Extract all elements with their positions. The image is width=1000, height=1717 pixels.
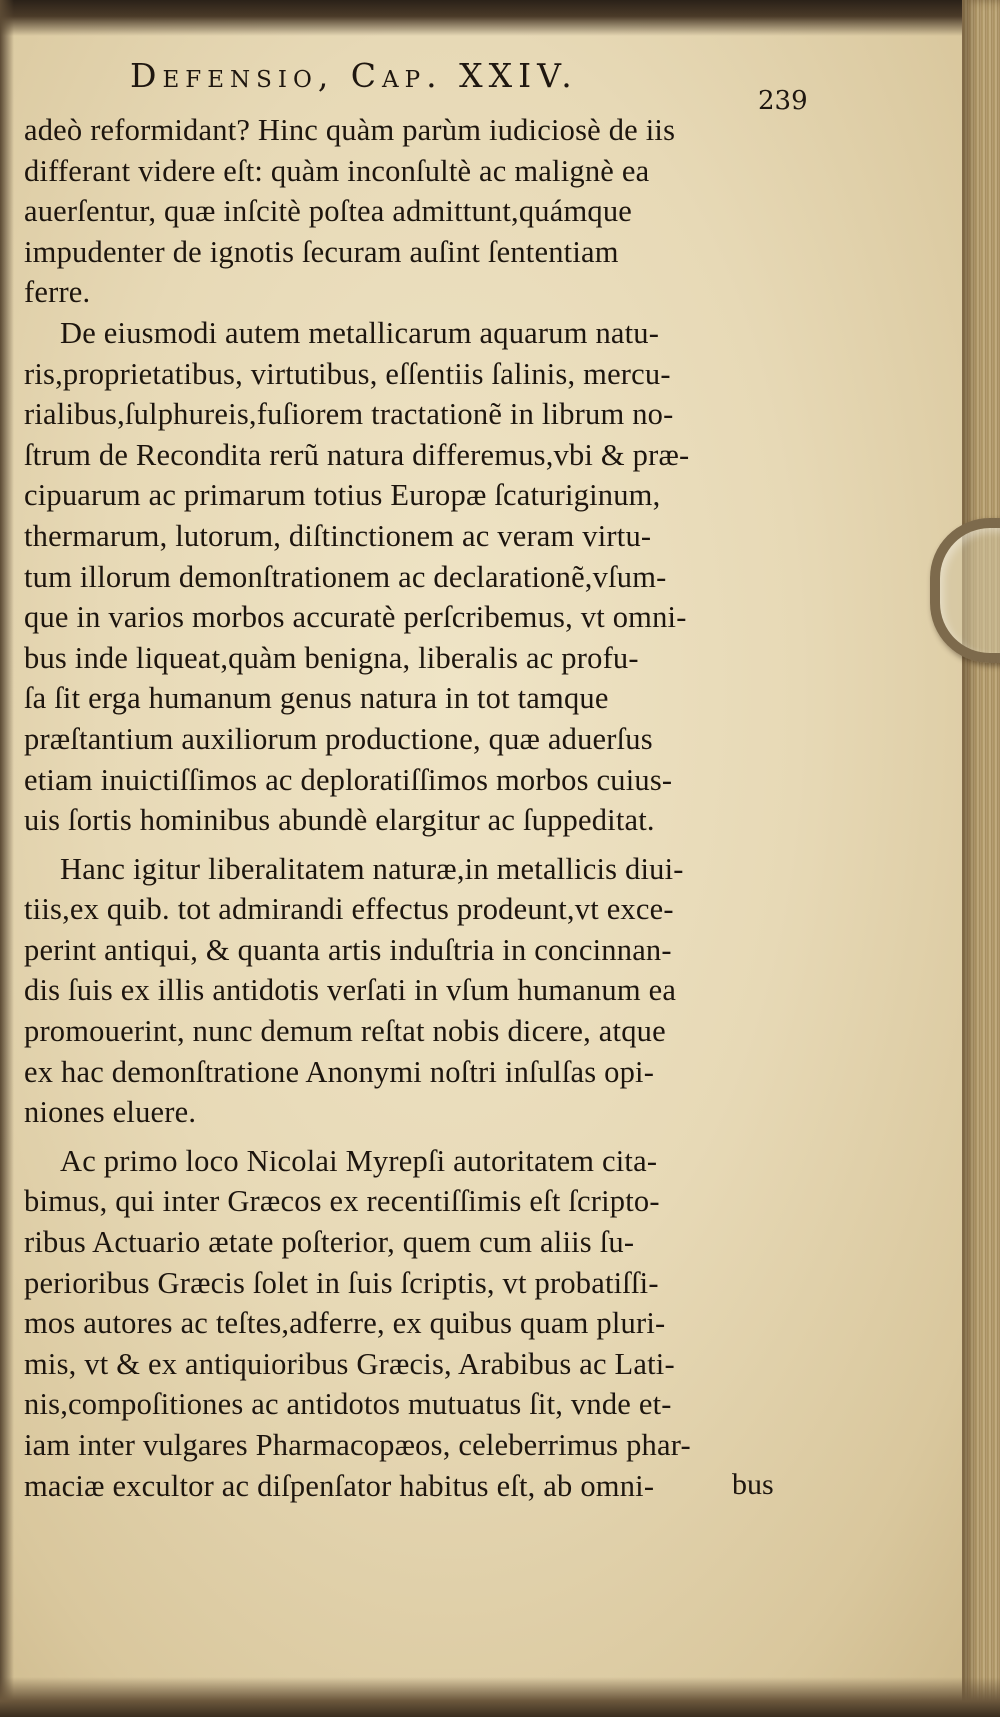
text-line: perint antiqui, & quanta artis induſtria in concinnan-	[24, 932, 672, 967]
text-line: adeò reformidant? Hinc quàm parùm iudiciosè de iis	[24, 113, 676, 147]
text-line: perioribus Græcis ſolet in ſuis ſcriptis, vt probatiſſi-	[24, 1265, 659, 1300]
text-line: cipuarum ac primarum totius Europæ ſcaturiginum,	[24, 478, 661, 513]
paragraph-first-line: De eiusmodi autem metallicarum aquarum natu-	[60, 315, 660, 350]
text-line: impudenter de ignotis ſecuram auſint ſententiam	[24, 234, 619, 269]
text-line: que in varios morbos accuratè perſcribemus, vt omni-	[24, 600, 687, 635]
text-line: ribus Actuario ætate poſterior, quem cum aliis ſu-	[24, 1225, 635, 1260]
running-title: Defensio, Cap. XXIV.	[130, 56, 578, 95]
catchword: bus	[732, 1468, 774, 1501]
page-edge-left	[0, 0, 14, 1717]
text-line: niones eluere.	[24, 1095, 197, 1130]
text-line: etiam inuictiſſimos ac deploratiſſimos morbos cuius-	[24, 762, 673, 797]
running-header	[130, 56, 850, 116]
text-line: præſtantium auxiliorum productione, quæ aduerſus	[24, 721, 653, 756]
text-line: ris,proprietatibus, virtutibus, eſſentiis ſalinis, mercu-	[24, 356, 671, 391]
text-line: rialibus,ſulphureis,fuſiorem tractationẽ in librum no-	[24, 397, 674, 432]
text-line: tiis,ex quib. tot admirandi effectus prodeunt,vt exce-	[24, 892, 674, 927]
page-number: 239	[758, 86, 808, 116]
text-line: thermarum, lutorum, diſtinctionem ac veram virtu-	[24, 518, 652, 553]
body-text	[24, 110, 804, 1506]
text-line: maciæ excultor ac diſpenſator habitus eſt, ab omni-	[24, 1468, 655, 1503]
text-line: nis,compoſitiones ac antidotos mutuatus ſit, vnde et-	[24, 1387, 672, 1422]
text-line: tum illorum demonſtrationem ac declarationẽ,vſum-	[24, 559, 667, 594]
text-line: bimus, qui inter Græcos ex recentiſſimis eſt ſcripto-	[24, 1184, 660, 1219]
text-line: differant videre eſt: quàm inconſultè ac malignè ea	[24, 153, 650, 188]
text-line: bus inde liqueat,quàm benigna, liberalis ac profu-	[24, 640, 639, 675]
text-line: dis ſuis ex illis antidotis verſati in vſum humanum ea	[24, 973, 677, 1008]
paragraph-gap	[24, 1133, 804, 1141]
binding-shadow-top	[0, 0, 1000, 36]
text-line: mos autores ac teſtes,adferre, ex quibus quam pluri-	[24, 1306, 666, 1341]
text-line: mis, vt & ex antiquioribus Græcis, Arabibus ac Lati-	[24, 1346, 675, 1381]
text-line: ſa ſit erga humanum genus natura in tot tamque	[24, 681, 609, 716]
text-line: uis ſortis hominibus abundè elargitur ac ſuppeditat.	[24, 803, 655, 838]
text-line: auerſentur, quæ inſcitè poſtea admittunt,quámque	[24, 194, 633, 229]
text-line: ex hac demonſtratione Anonymi noſtri inſulſas opi-	[24, 1054, 655, 1089]
text-line: ferre.	[24, 275, 91, 310]
text-line: iam inter vulgares Pharmacopæos, celeberrimus phar-	[24, 1428, 691, 1462]
paragraph-first-line: Ac primo loco Nicolai Myrepſi autoritatem cita-	[60, 1143, 658, 1178]
paragraph-first-line: Hanc igitur liberalitatem naturæ,in metallicis diui-	[60, 851, 684, 886]
text-line: ſtrum de Recondita rerũ natura differemus,vbi & præ-	[24, 437, 690, 472]
text-line: promouerint, nunc demum reſtat nobis dicere, atque	[24, 1014, 666, 1049]
page-edge-bottom	[0, 1677, 1000, 1717]
page-block-edge-right	[962, 0, 1000, 1717]
paragraph-gap	[24, 841, 804, 849]
page-clip	[930, 518, 1000, 663]
